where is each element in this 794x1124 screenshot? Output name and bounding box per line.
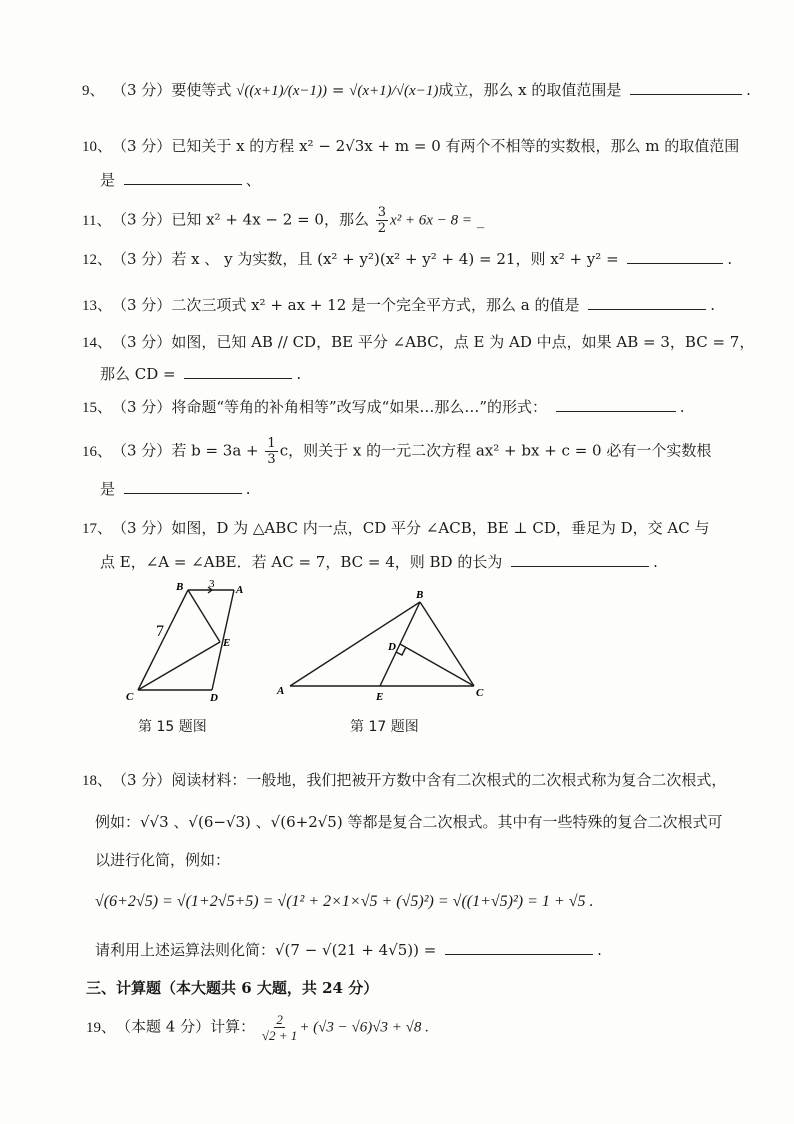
question-text: 已知关于 x 的方程 x² − 2√3x + m = 0 有两个不相等的实数根，那么 m 的取值范围 (171, 137, 740, 155)
denominator: 2 (377, 221, 387, 236)
denominator: √2 + 1 (261, 1028, 298, 1043)
question-text-cont: 以进行化简，例如： (95, 851, 231, 869)
end-mark: 、 (245, 171, 261, 189)
fraction (376, 205, 388, 236)
question-18-task (95, 940, 602, 960)
question-points: （3 分） (112, 398, 172, 416)
question-text-cont: 那么 CD = (100, 365, 176, 383)
question-points: （3 分） (112, 519, 172, 537)
question-14-cont (100, 364, 301, 384)
question-16-cont (100, 479, 251, 499)
question-text-cont: 例如：√√3 、√(6−√3) 、√(6+2√5) 等都是复合二次根式。其中有一些特殊的复合二次根式可 (95, 813, 723, 831)
question-18-line2 (95, 812, 722, 832)
answer-blank[interactable] (124, 479, 242, 494)
fraction (262, 1012, 297, 1043)
numerator: 3 (377, 205, 387, 220)
answer-blank[interactable] (445, 940, 593, 955)
question-17-cont (100, 552, 658, 572)
question-number: 18、 (82, 773, 113, 789)
question-text: 如图，已知 AB // CD，BE 平分 ∠ABC，点 E 为 AD 中点，如果 AB = 3，BC = 7， (171, 333, 755, 351)
question-points: （3 分） (112, 137, 172, 155)
question-10-cont (100, 170, 261, 190)
equation-rhs: √(x+1)/√(x−1) (349, 83, 439, 99)
section-3-heading (86, 978, 378, 998)
question-number: 13、 (82, 298, 113, 314)
question-text: 若 b = 3a + (171, 441, 259, 460)
question-text: 计算： (210, 1017, 256, 1036)
question-text: 已知 x² + 4x − 2 = 0，那么 (171, 210, 369, 229)
question-12 (82, 249, 732, 270)
end-mark: . (727, 250, 733, 268)
figure-17-caption: 第 17 题图 (350, 719, 419, 735)
question-points: （3 分） (112, 771, 172, 789)
question-text-cont: 是 (100, 480, 116, 498)
question-17 (82, 518, 710, 539)
question-points: （3 分） (112, 441, 172, 460)
label-length-3: 3 (209, 578, 215, 590)
question-18 (82, 770, 726, 791)
answer-blank[interactable] (511, 552, 649, 567)
segment-cd (400, 644, 474, 686)
question-number: 15、 (82, 400, 113, 416)
question-13 (82, 295, 715, 316)
figure-15-caption: 第 15 题图 (138, 719, 207, 735)
end-mark: . (296, 365, 302, 383)
segment-be (188, 590, 220, 642)
question-text: 如图，D 为 △ABC 内一点，CD 平分 ∠ACB，BE ⊥ CD，垂足为 D，交 AC 与 (171, 519, 710, 537)
label-a: A (277, 685, 285, 697)
question-text: 二次三项式 x² + ax + 12 是一个完全平方式，那么 a 的值是 (171, 296, 580, 314)
end-mark: . (597, 941, 602, 959)
answer-blank[interactable] (184, 364, 292, 379)
question-points: （3 分） (112, 250, 172, 268)
label-e: E (223, 637, 231, 649)
answer-blank[interactable]: _ (476, 210, 485, 229)
numerator: 2 (276, 1012, 283, 1027)
question-text: 阅读材料：一般地，我们把被开方数中含有二次根式的二次根式称为复合二次根式， (171, 771, 727, 789)
question-points: （3 分） (112, 296, 172, 314)
denominator: 3 (267, 452, 276, 467)
end-mark: . (746, 81, 751, 99)
question-number: 19、 (86, 1019, 117, 1036)
question-text-cont: + (√3 − √6)√3 + √8 . (299, 1019, 429, 1036)
question-18-formula (95, 892, 594, 912)
question-14 (82, 332, 754, 353)
label-b: B (416, 589, 424, 601)
question-16 (82, 436, 711, 467)
question-number: 16、 (82, 443, 113, 460)
example-formula: √(6+2√5) = √(1+2√5+5) = √(1² + 2×1×√5 + (√5)²) = √((1+√5)²) = 1 + √5 . (95, 893, 594, 910)
question-points: （3 分） (112, 210, 172, 229)
question-number: 10、 (82, 139, 113, 155)
question-18-line3 (95, 850, 230, 870)
answer-blank[interactable] (627, 249, 723, 264)
end-mark: . (710, 296, 716, 314)
answer-blank[interactable] (556, 397, 676, 412)
question-points: （3 分） (112, 333, 172, 351)
question-text: 若 x 、 y 为实数，且 (x² + y²)(x² + y² + 4) = 21，则 x² + y² = (171, 250, 619, 268)
fraction (265, 436, 277, 467)
question-number: 11、 (82, 212, 112, 229)
label-a: A (236, 584, 244, 596)
segment-bc (420, 602, 474, 686)
end-mark: . (679, 398, 685, 416)
question-number: 9、 (82, 83, 105, 99)
question-15 (82, 397, 685, 418)
end-mark: . (245, 480, 251, 498)
numerator: 1 (267, 436, 276, 451)
label-d: D (388, 641, 396, 653)
question-10 (82, 136, 739, 157)
answer-blank[interactable] (588, 295, 706, 310)
question-points: （本题 4 分） (116, 1017, 211, 1036)
question-text: 要使等式 (171, 81, 232, 99)
figure-15 (120, 578, 250, 706)
label-d: D (210, 692, 218, 704)
label-length-7: 7 (156, 623, 164, 640)
label-e: E (376, 691, 384, 703)
label-b: B (176, 581, 184, 593)
label-c: C (126, 691, 134, 703)
question-number: 12、 (82, 252, 113, 268)
equation-lhs: √((x+1)/(x−1)) (236, 83, 328, 99)
question-points: （3 分） (112, 81, 172, 99)
question-text-cont: x² + 6x − 8 = (390, 212, 472, 229)
question-text-cont: 成立，那么 x 的取值范围是 (438, 81, 622, 99)
answer-blank[interactable] (124, 170, 242, 185)
question-text-cont: c，则关于 x 的一元二次方程 ax² + bx + c = 0 必有一个实数根 (279, 441, 712, 460)
question-19 (86, 1012, 429, 1043)
question-number: 17、 (82, 521, 113, 537)
question-text: 将命题“等角的补角相等”改写成“如果…那么…”的形式： (171, 398, 547, 416)
question-9: 9、 （3 分）要使等式 √((x+1)/(x−1)) = √(x+1)/√(x−1)成立，那么 x 的取值范围是 . (82, 81, 751, 99)
answer-blank[interactable] (630, 80, 742, 95)
question-text-cont: 点 E，∠A = ∠ABE．若 AC = 7，BC = 4，则 BD 的长为 (100, 553, 503, 571)
question-11 (82, 205, 484, 236)
question-text-cont: 请利用上述运算法则化简：√(7 − √(21 + 4√5)) = (95, 941, 437, 959)
section-title: 三、计算题（本大题共 6 大题，共 24 分） (86, 979, 379, 997)
question-number: 14、 (82, 335, 113, 351)
end-mark: . (653, 553, 658, 571)
figure-17 (272, 584, 494, 704)
question-text-cont: 是 (100, 171, 116, 189)
label-c: C (476, 687, 484, 699)
